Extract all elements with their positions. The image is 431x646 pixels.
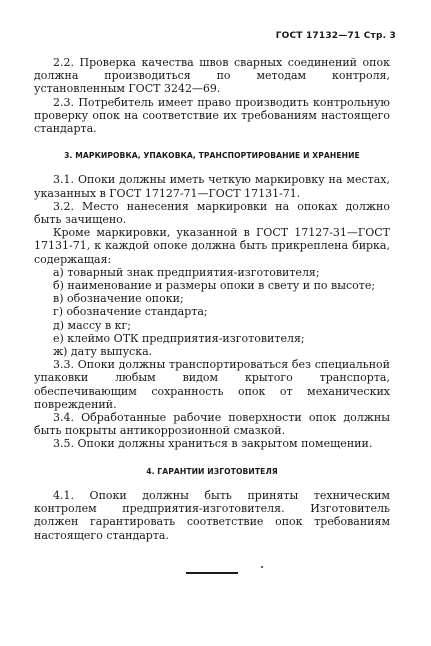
clause-2-3: 2.3. Потребитель имеет право производить контрольную проверку опок на соответствие их требованиям настоящего стандарта. xyxy=(34,95,390,136)
clause-3-5: 3.5. Опоки должны храниться в закрытом помещении. xyxy=(53,437,373,451)
list-item: б) наименование и размеры опоки в свету и по высоте; xyxy=(53,279,376,293)
page-body xyxy=(34,56,390,574)
tag-requirements-intro: Кроме маркировки, указанной в ГОСТ 17127-31—ГОСТ 17131-71, к каждой опоке должна быть прикреплена бирка, содержащая: xyxy=(34,226,390,266)
list-item: ж) дату выпуска. xyxy=(53,345,153,359)
list-item: в) обозначение опоки; xyxy=(53,292,184,306)
print-speck xyxy=(261,566,263,568)
list-item: е) клеймо ОТК предприятия-изготовителя; xyxy=(53,331,305,345)
running-head: ГОСТ 17132—71 Стр. 3 xyxy=(275,31,396,41)
list-item: а) товарный знак предприятия-изготовителя; xyxy=(53,265,320,279)
clause-4-1: 4.1. Опоки должны быть приняты техническим контролем предприятия-изготовителя. Изготовитель должен гарантировать соответствие опок требованиям настоящего стандарта. xyxy=(34,488,390,542)
clause-2-2: 2.2. Проверка качества швов сварных соединений опок должна производиться по методам контроля, установленным ГОСТ 3242—69. xyxy=(34,56,390,96)
section-4-heading: 4. ГАРАНТИИ ИЗГОТОВИТЕЛЯ xyxy=(146,466,278,476)
clause-3-1: 3.1. Опоки должны иметь четкую маркировку на местах, указанных в ГОСТ 17127-71—ГОСТ 17131-71. xyxy=(34,173,390,200)
end-rule xyxy=(186,572,238,574)
tag-contents-list xyxy=(34,266,390,358)
clause-3-2: 3.2. Место нанесения маркировки на опоках должно быть зачищено. xyxy=(34,199,390,227)
clause-3-4: 3.4. Обработанные рабочие поверхности опок должны быть покрыты антикоррозионной смазкой. xyxy=(34,411,390,438)
section-3-heading: 3. МАРКИРОВКА, УПАКОВКА, ТРАНСПОРТИРОВАНИЕ И ХРАНЕНИЕ xyxy=(64,151,360,161)
clause-3-3: 3.3. Опоки должны транспортироваться без специальной упаковки любым видом крытого транспорта, обеспечивающим сохранность опок от механических повреждений. xyxy=(34,358,390,411)
list-item: г) обозначение стандарта; xyxy=(53,305,208,319)
list-item: д) массу в кг; xyxy=(53,318,131,332)
